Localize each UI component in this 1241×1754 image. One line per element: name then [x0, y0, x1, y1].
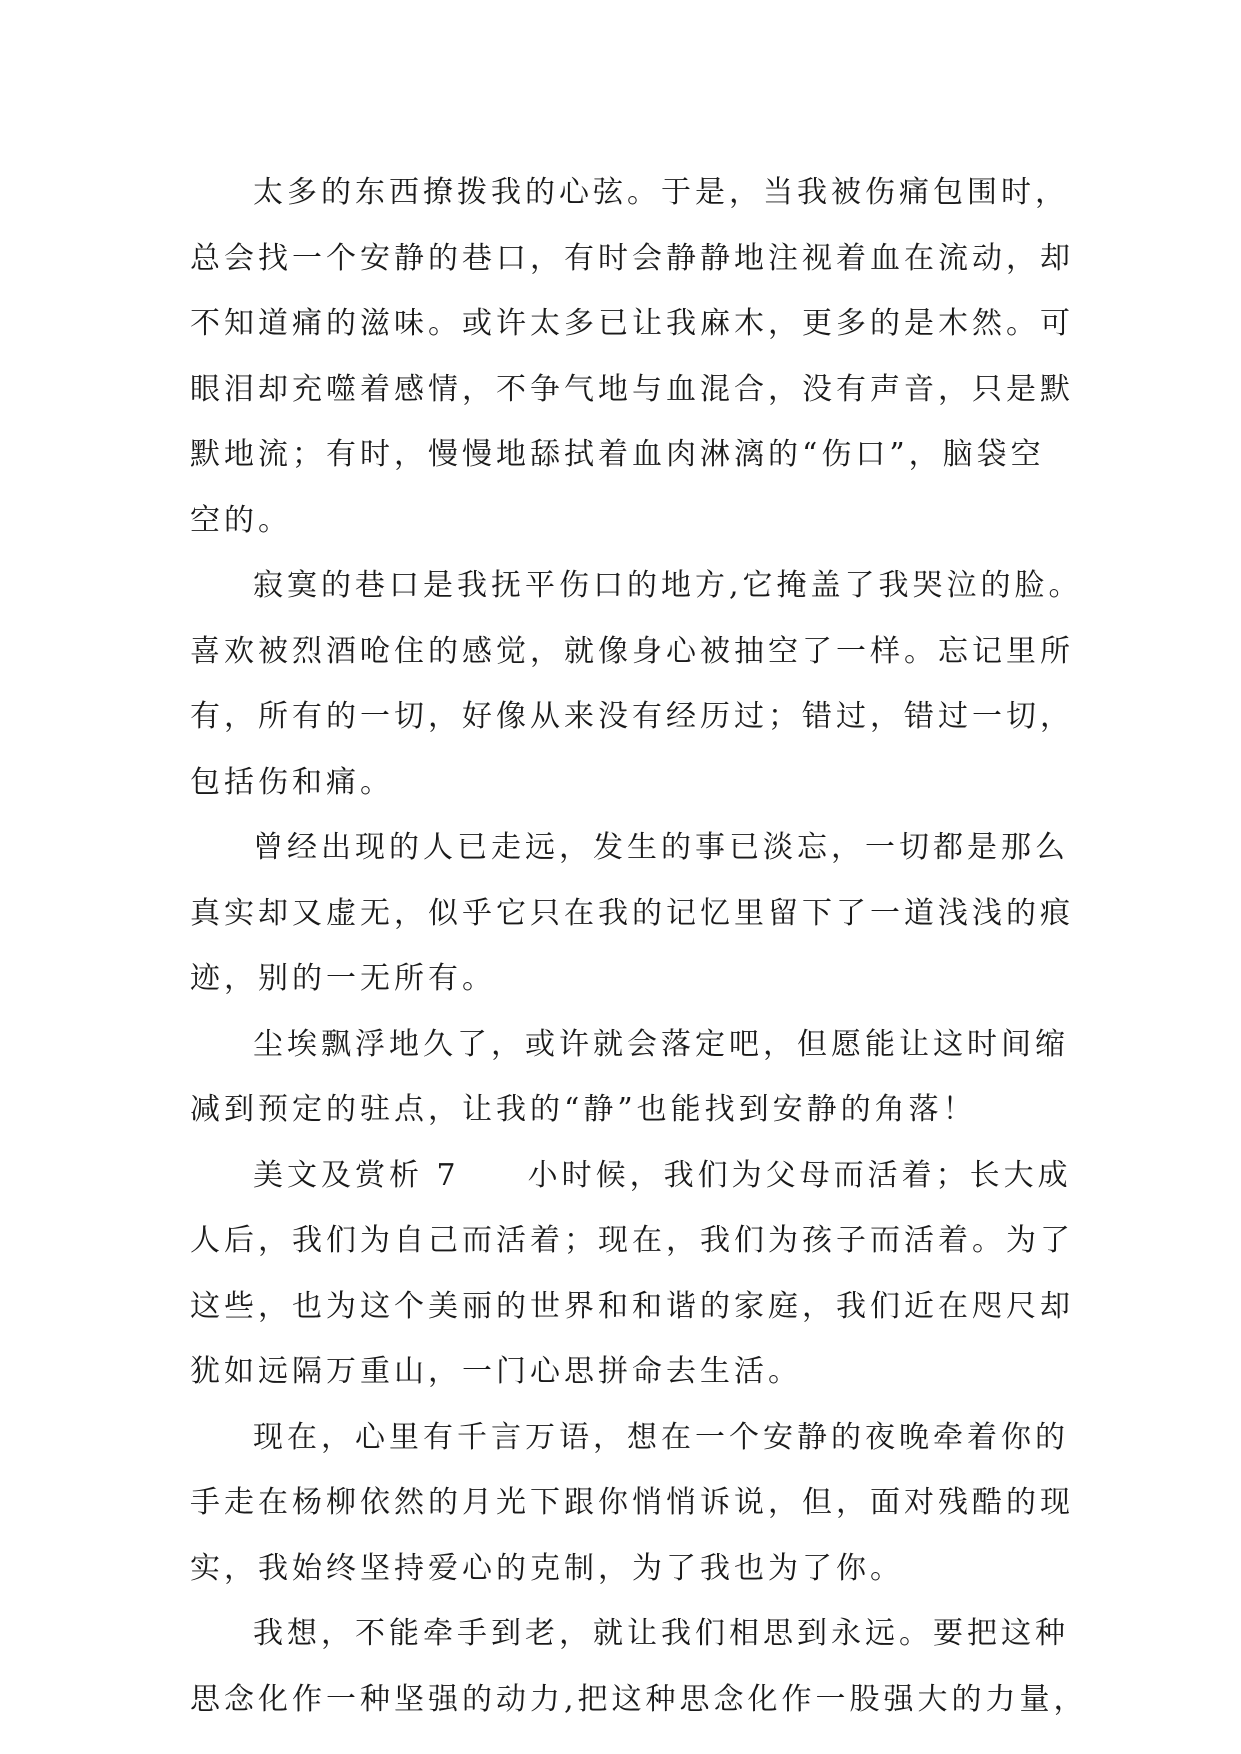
text-line: 曾经出现的人已走远，发生的事已淡忘，一切都是那么: [253, 830, 1069, 865]
text-line: 思念化作一种坚强的动力,把这种思念化作一股强大的力量，: [190, 1681, 1088, 1717]
text-line: 手走在杨柳依然的月光下跟你悄悄诉说，但，面对残酷的现: [190, 1485, 1074, 1520]
text-line: 美文及赏析 7 小时候，我们为父母而活着；长大成: [253, 1157, 1072, 1193]
text-line: 太多的东西撩拨我的心弦。于是，当我被伤痛包围时，: [253, 175, 1069, 210]
body-text: [190, 160, 1088, 1732]
text-line: 总会找一个安静的巷口，有时会静静地注视着血在流动，却: [190, 240, 1074, 276]
text-line: 有，所有的一切，好像从来没有经历过；错过，错过一切，: [190, 699, 1074, 734]
text-line: 犹如远隔万重山，一门心思拼命去生活。: [190, 1354, 802, 1389]
text-line: 实，我始终坚持爱心的克制，为了我也为了你。: [190, 1550, 904, 1586]
text-line: 减到预定的驻点，让我的“静”也能找到安静的角落！: [190, 1092, 977, 1127]
text-line: 尘埃飘浮地久了，或许就会落定吧，但愿能让这时间缩: [253, 1026, 1069, 1062]
text-line: 眼泪却充噬着感情，不争气地与血混合，没有声音，只是默: [190, 371, 1074, 407]
text-line: 我想，不能牵手到老，就让我们相思到永远。要把这种: [253, 1616, 1069, 1651]
text-line: 人后，我们为自己而活着；现在，我们为孩子而活着。为了: [190, 1223, 1074, 1258]
text-line: 这些，也为这个美丽的世界和和谐的家庭，我们近在咫尺却: [190, 1288, 1074, 1324]
text-line: 现在，心里有千言万语，想在一个安静的夜晚牵着你的: [253, 1419, 1069, 1455]
text-line: 空的。: [190, 502, 292, 538]
text-line: 喜欢被烈酒呛住的感觉，就像身心被抽空了一样。忘记里所: [190, 633, 1074, 669]
text-line: 默地流；有时，慢慢地舔拭着血肉淋漓的“伤口”，脑袋空: [190, 437, 1045, 472]
text-line: 迹，别的一无所有。: [190, 961, 496, 996]
text-line: 寂寞的巷口是我抚平伤口的地方,它掩盖了我哭泣的脸。: [253, 568, 1083, 603]
text-line: 真实却又虚无，似乎它只在我的记忆里留下了一道浅浅的痕: [190, 895, 1074, 931]
text-line: 不知道痛的滋味。或许太多已让我麻木，更多的是木然。可: [190, 306, 1074, 341]
text-line: 包括伤和痛。: [190, 764, 394, 800]
